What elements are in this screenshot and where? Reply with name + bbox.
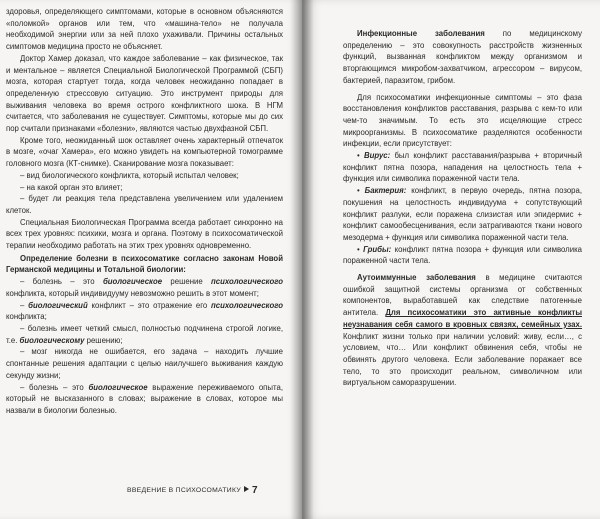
left-page-text: [6, 6, 283, 417]
page-footer: [127, 485, 287, 496]
list-item: – будет ли реакция тела представлена увеличением или удалением клеток.: [6, 194, 283, 215]
paragraph: Кроме того, неожиданный шок оставляет очень характерный отпечаток в мозге, «очаг Хамера», его можно увидеть на компьютерной томограмме головного мозга (КТ-снимке). Сканирование мозга показывает:: [6, 135, 283, 169]
list-item: – мозг никогда не ошибается, его задача – находить лучшие спонтанные решения адаптации с целью наилучшего выживания каждую секунду жизни;: [6, 347, 283, 380]
list-item: – болезнь – это биологическое выражение переживаемого опыта, который не высказанного в словах; выражение в словах, которое мы назвали в биологии болезнью.: [6, 382, 283, 415]
triangle-icon: [244, 486, 249, 492]
right-page: [302, 0, 600, 519]
section-heading: Определение болезни в психосоматике согласно законам Новой Германской медицины и Тотальной биологии:: [6, 253, 283, 275]
running-head: ВВЕДЕНИЕ В ПСИХОСОМАТИКУ: [127, 487, 241, 494]
list-item: – вид биологического конфликта, который испытал человек;: [20, 170, 239, 180]
list-item: – на какой орган это влияет;: [20, 182, 123, 192]
list-item: – болезнь – это биологическое решение психологического конфликта, который индивидууму невозможно решить в этот момент;: [6, 277, 283, 298]
paragraph: Инфекционные заболевания по медицинскому определению – это совокупность расстройств жизненных функций, вызванная конфликтом между организмом и вторгающимся микробом-захватчиком, агрессором – вирусом, бактерией, паразитом, грибом.: [343, 29, 582, 85]
paragraph: здоровья, определяющего симптомами, которые в основном объясняются «поломкой» органов или тем, что «машина-тело» не получала необходимой энергии или за ней плохо ухаживали. Причины остальных симптомов медицина просто не объясняет.: [6, 7, 283, 52]
paragraph: Специальная Биологическая Программа всегда работает синхронно на всех трех уровнях: психики, мозга и органа. Поэтому в психосоматической терапии необходимо работать на этих трех уровнях одновременно.: [6, 217, 283, 251]
page-number: 7: [251, 485, 258, 496]
right-page-text: [343, 28, 582, 389]
list-item: • Вирус: был конфликт расставания/разрыва + вторичный конфликт пятна позора, нападения на целостность тела + функция или символика пораженной части тела.: [343, 151, 582, 184]
list-item: • Грибы: конфликт пятна позора + функция или символика пораженной части тела.: [343, 244, 582, 266]
list-item: – биологический конфликт – это отражение его психологического конфликта;: [6, 300, 283, 322]
list-item: – болезнь имеет четкий смысл, полностью подчинена строгой логике, т.е. биологическому решению;: [6, 323, 283, 345]
paragraph: Доктор Хамер доказал, что каждое заболевание – как физическое, так и ментальное – является Специальной Биологической Программой (СБП) мозга, которая стартует тогда, когда человек неожиданно попадает в определенную стрессовую ситуацию. Это инструмент природы для выживания человека во время острого конфликтного шока. В НГМ считается, что заболевания не существует. Симптомы, которые мы до сих пор считали признаками «болезни», являются частью двухфазной СБП.: [6, 53, 283, 134]
list-item: • Бактерия: конфликт, в первую очередь, пятна позора, покушения на целостность индивидуума + сопутствующий конфликт разлуки, если поражена слизистая или эпидермис + конфликт самообесценивания, если затрагиваются ткани нового мезодерма + функция или символика пораженной части тела.: [343, 186, 582, 242]
paragraph: Для психосоматики инфекционные симптомы – это фаза восстановления конфликтов расставания, разрыва с кем-то или чем-то значимым. То есть это исцеляющие стресс микроорганизмы. В психосоматике разделяются особенности инфекции, если присутствует:: [343, 92, 582, 149]
paragraph: Аутоиммунные заболевания в медицине считаются ошибкой защитной системы организма от собственных компонентов, выработавшей как следствие патогенные антитела. Для психосоматики это активные конфликты неузнавания себя самого в кровных связях, семейных узах. Конфликт жизни только при наличии условий: живу, если…, с условием, что… Или конфликт обвинения себя, чтобы не обвинять другого человека. Если заболевание поражает все тело, то это происходит реальном, символичном или виртуальном саморазрушении.: [343, 273, 582, 388]
